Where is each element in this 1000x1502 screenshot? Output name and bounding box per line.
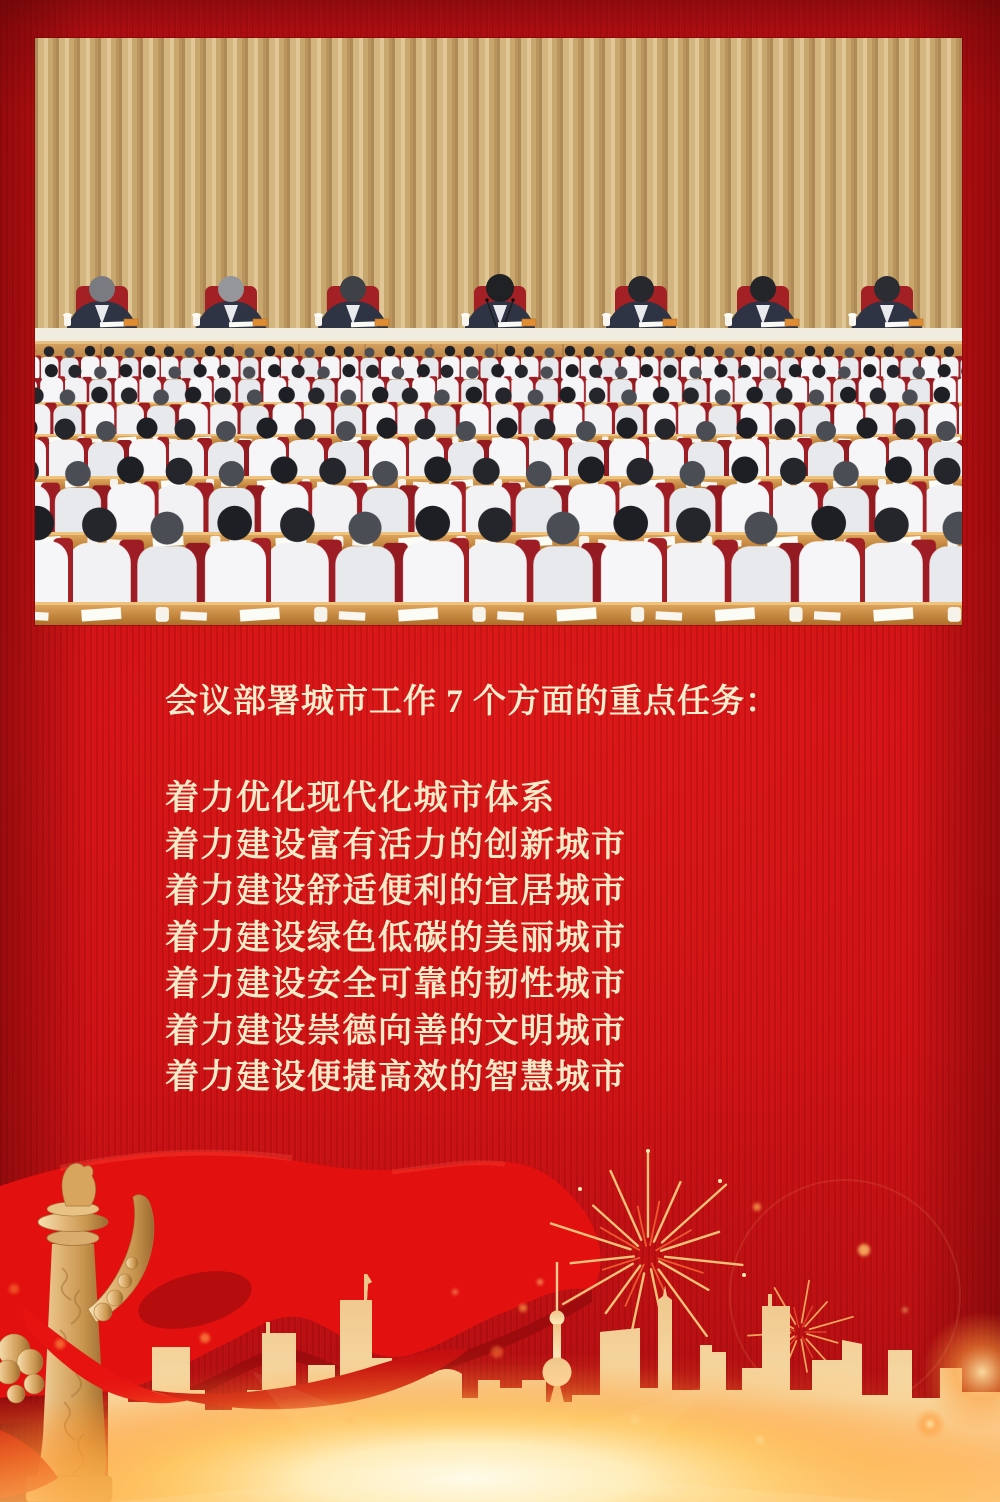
golden-glow xyxy=(0,1352,1000,1502)
task-line-1: 着力优化现代化城市体系 xyxy=(165,780,556,817)
task-line-7: 着力建设便捷高效的智慧城市 xyxy=(165,1059,627,1096)
bottom-decoration xyxy=(0,1130,1000,1502)
task-line-5: 着力建设安全可靠的韧性城市 xyxy=(165,966,627,1003)
task-line-2: 着力建设富有活力的创新城市 xyxy=(165,826,627,864)
task-line-3: 着力建设舒适便利的宜居城市 xyxy=(165,873,627,910)
task-line-4: 着力建设绿色低碳的美丽城市 xyxy=(165,919,627,957)
headline: 会议部署城市工作 7 个方面的重点任务： xyxy=(165,684,779,720)
task-list xyxy=(165,776,627,1102)
column-beast xyxy=(62,1163,96,1206)
meeting-photo xyxy=(35,38,962,625)
task-line-6: 着力建设崇德向善的文明城市 xyxy=(165,1012,627,1050)
audience-crowd xyxy=(35,344,962,625)
